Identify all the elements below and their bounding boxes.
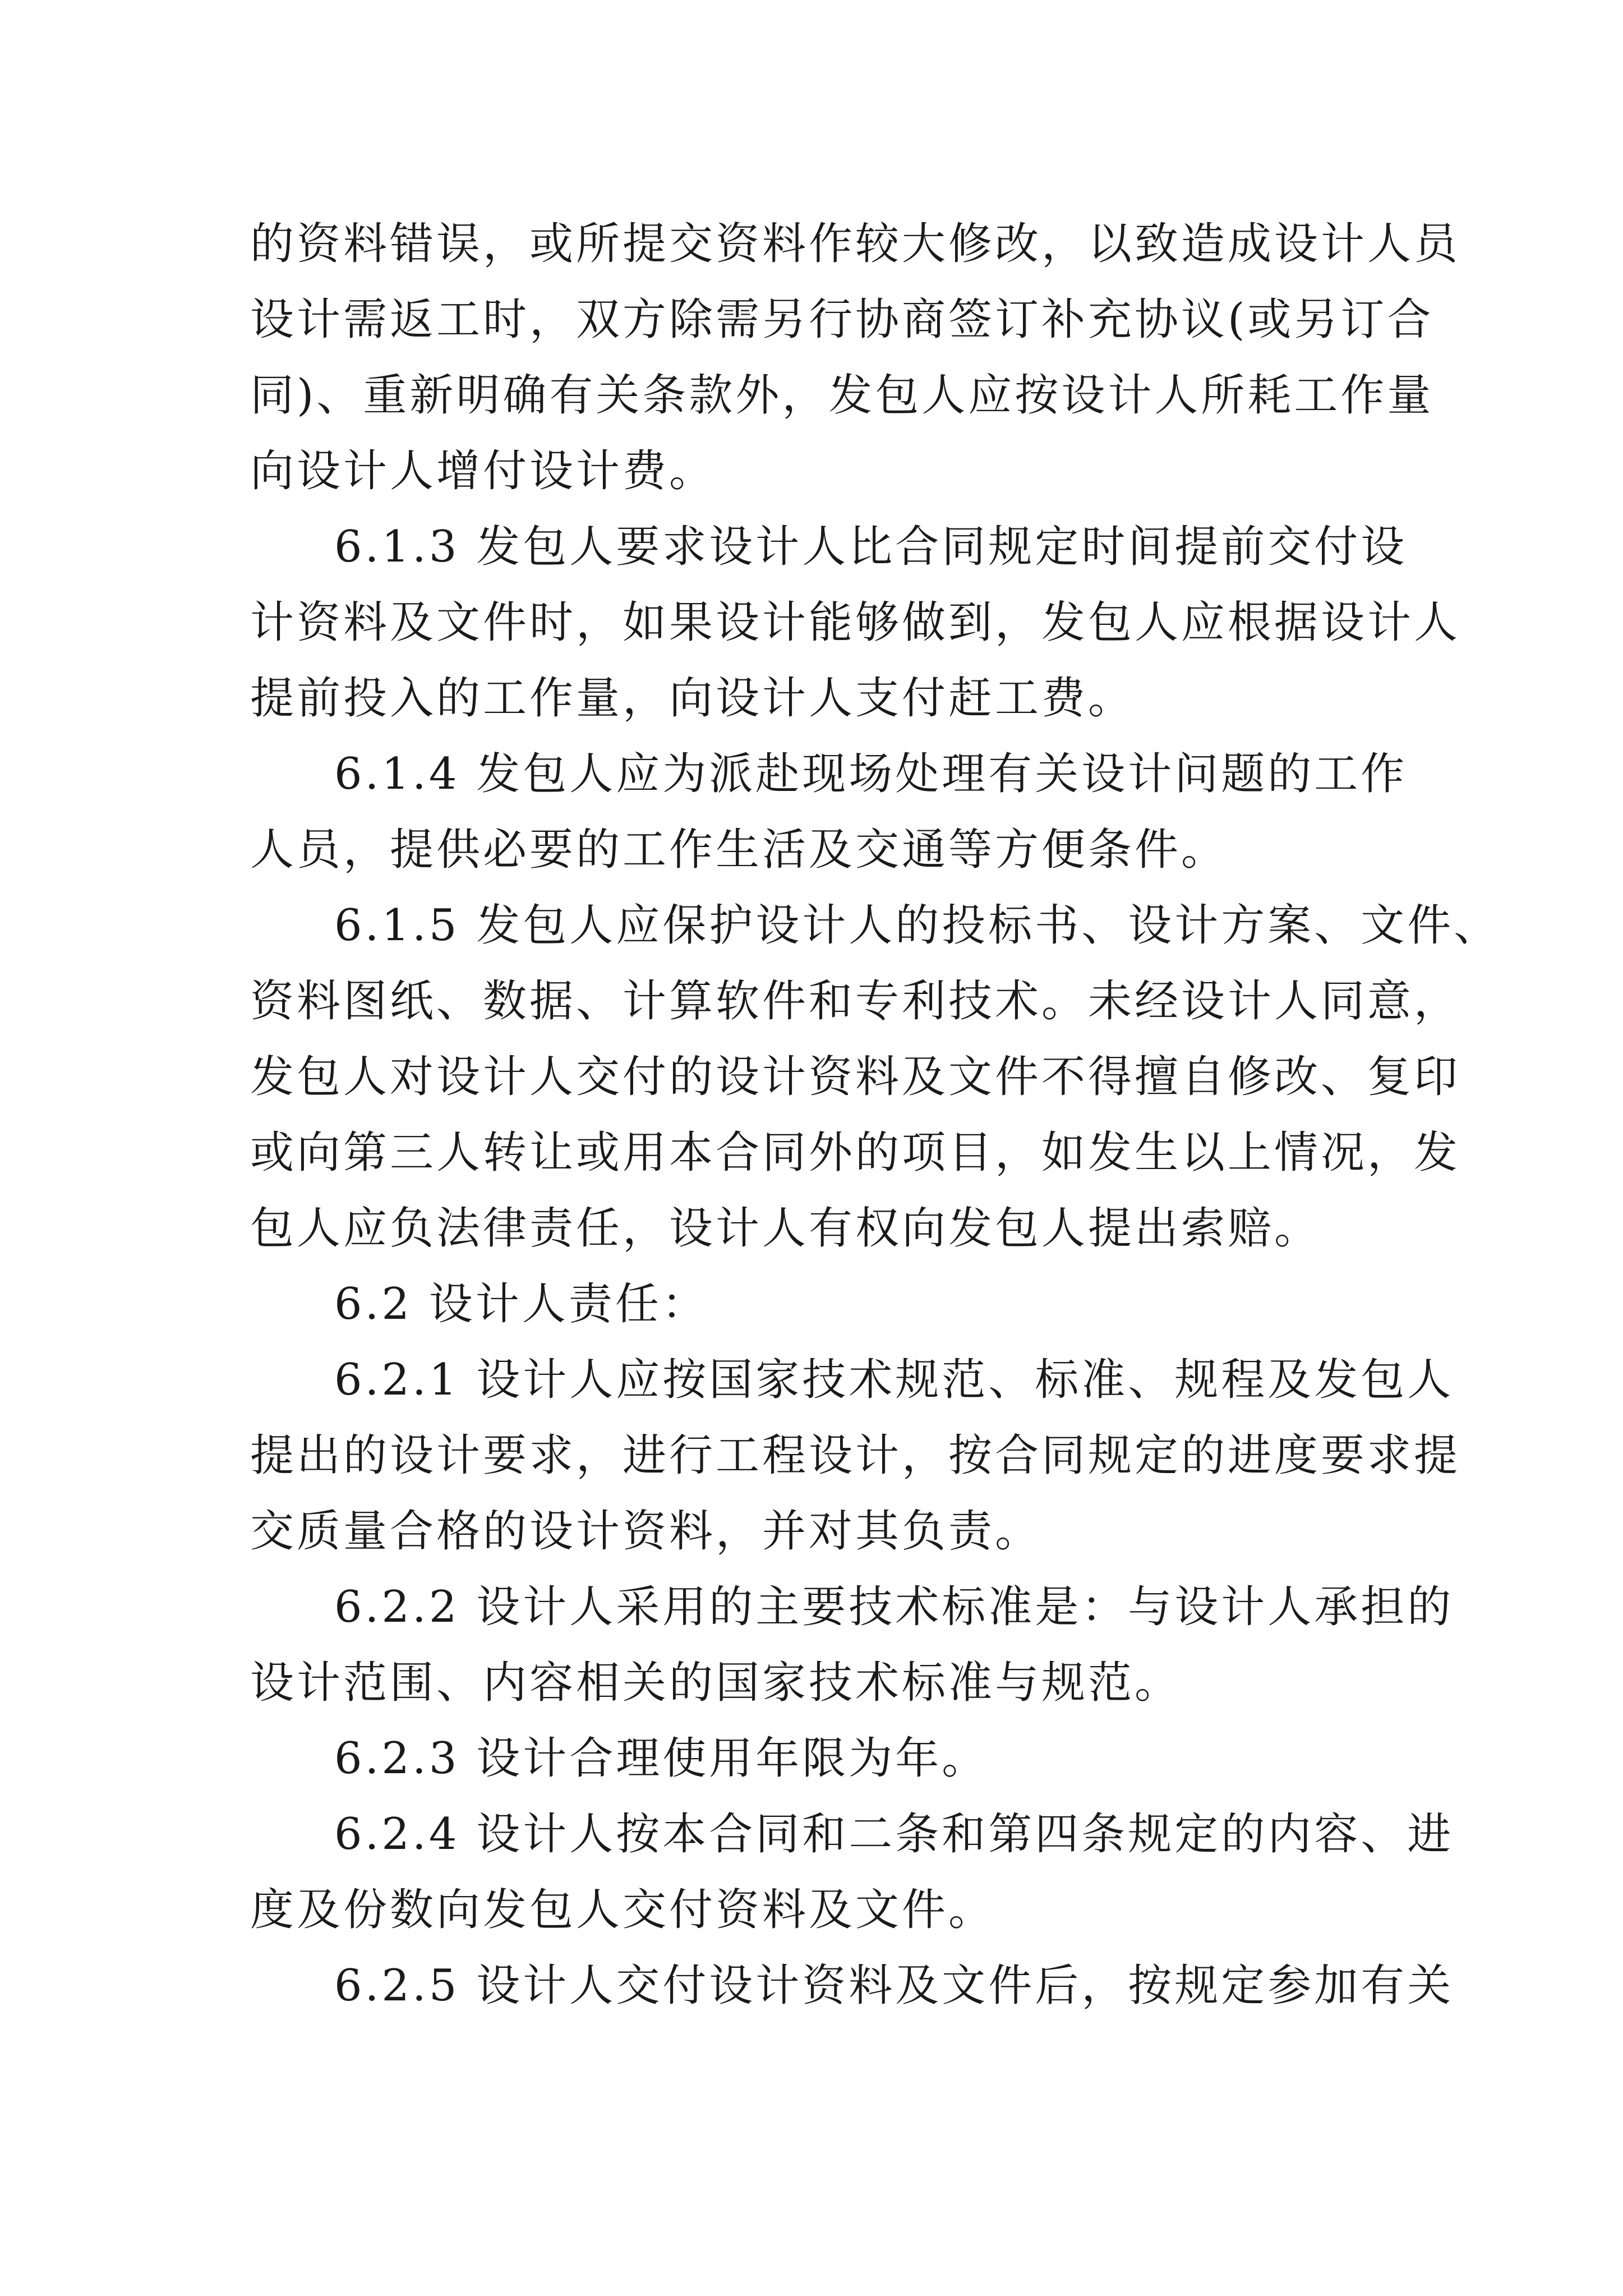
clause-6-1-3: 6.1.3 发包人要求设计人比合同规定时间提前交付设 xyxy=(334,522,1408,572)
text-line: 资料图纸、数据、计算软件和专利技术。未经设计人同意， xyxy=(250,976,1461,1027)
clause-6-2-3: 6.2.3 设计合理使用年限为年。 xyxy=(334,1733,989,1784)
text-line: 包人应负法律责任，设计人有权向发包人提出索赔。 xyxy=(250,1203,1321,1254)
text-line: 设计范围、内容相关的国家技术标准与规范。 xyxy=(250,1658,1182,1708)
section-6-2-heading: 6.2 设计人责任： xyxy=(334,1279,708,1329)
text-line: 交质量合格的设计资料，并对其负责。 xyxy=(250,1506,1042,1557)
text-line: 发包人对设计人交付的设计资料及文件不得擅自修改、复印 xyxy=(250,1052,1461,1102)
clause-6-1-4: 6.1.4 发包人应为派赴现场处理有关设计问题的工作 xyxy=(334,749,1408,799)
text-line: 的资料错误，或所提交资料作较大修改，以致造成设计人员 xyxy=(250,219,1461,269)
text-line: 提前投入的工作量，向设计人支付赶工费。 xyxy=(250,673,1135,724)
clause-6-2-1: 6.2.1 设计人应按国家技术规范、标准、规程及发包人 xyxy=(334,1355,1454,1405)
text-line: 或向第三人转让或用本合同外的项目，如发生以上情况，发 xyxy=(250,1128,1461,1178)
clause-6-2-2: 6.2.2 设计人采用的主要技术标准是：与设计人承担的 xyxy=(334,1582,1454,1632)
clause-6-2-5: 6.2.5 设计人交付设计资料及文件后，按规定参加有关 xyxy=(334,1961,1454,2011)
text-line: 人员，提供必要的工作生活及交通等方便条件。 xyxy=(250,825,1228,875)
clause-6-2-4: 6.2.4 设计人按本合同和二条和第四条规定的内容、进 xyxy=(334,1809,1454,1860)
text-line: 向设计人增付设计费。 xyxy=(250,446,716,496)
clause-6-1-5: 6.1.5 发包人应保护设计人的投标书、设计方案、文件、 xyxy=(334,900,1501,951)
text-line: 度及份数向发包人交付资料及文件。 xyxy=(250,1885,995,1935)
text-line: 同)、重新明确有关条款外，发包人应按设计人所耗工作量 xyxy=(250,370,1434,421)
text-line: 设计需返工时，双方除需另行协商签订补充协议(或另订合 xyxy=(250,295,1434,345)
text-line: 计资料及文件时，如果设计能够做到，发包人应根据设计人 xyxy=(250,597,1461,648)
text-line: 提出的设计要求，进行工程设计，按合同规定的进度要求提 xyxy=(250,1430,1461,1481)
